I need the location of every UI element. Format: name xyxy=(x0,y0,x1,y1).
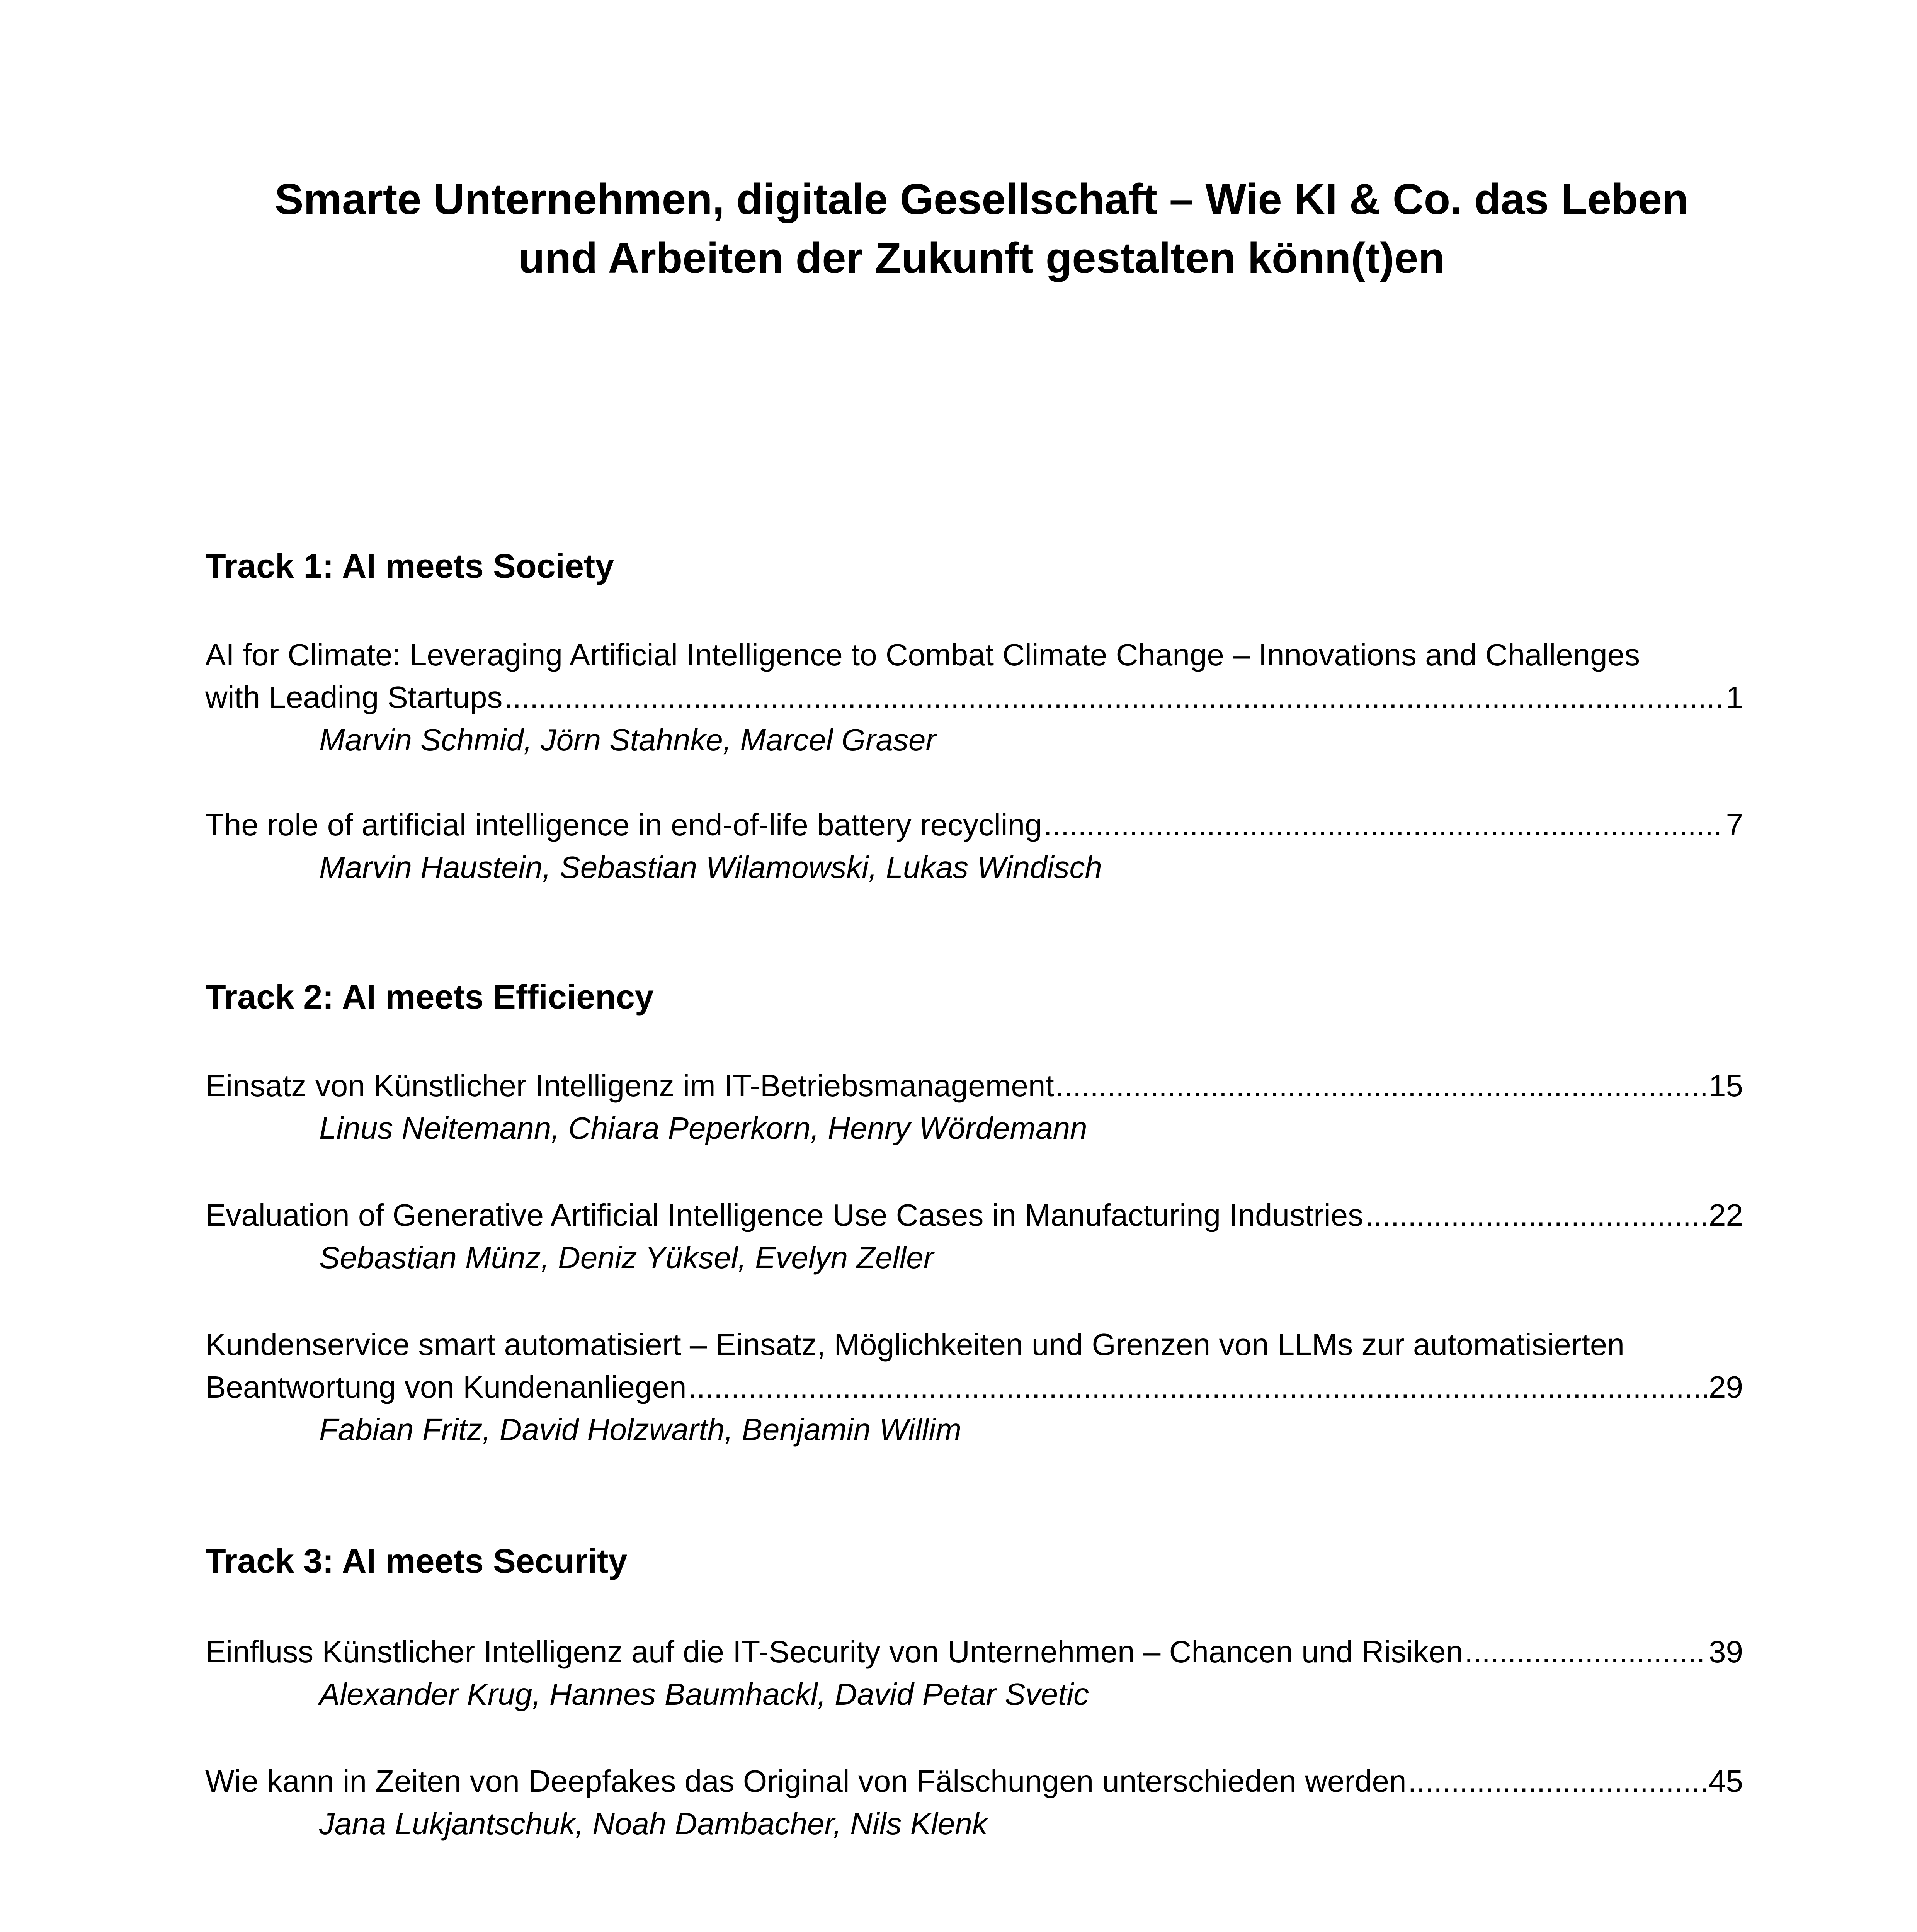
dot-leader xyxy=(1056,1065,1707,1107)
page-number: 39 xyxy=(1709,1634,1743,1669)
page-number: 15 xyxy=(1709,1068,1743,1103)
page-number: 45 xyxy=(1709,1764,1743,1798)
track-heading-text: Track 1: AI meets Society xyxy=(205,547,614,585)
page-number: 29 xyxy=(1709,1370,1743,1404)
dot-leader xyxy=(688,1366,1707,1408)
entry-title-line xyxy=(205,676,1743,719)
entry-authors: Fabian Fritz, David Holzwarth, Benjamin Willim xyxy=(319,1412,961,1447)
toc-entry[interactable] xyxy=(205,634,1743,761)
page-number: 7 xyxy=(1726,808,1743,842)
entry-authors: Jana Lukjantschuk, Noah Dambacher, Nils Klenk xyxy=(319,1806,988,1841)
track-heading-2 xyxy=(205,976,1751,1018)
dot-leader xyxy=(1365,1194,1707,1236)
entry-title-text: with Leading Startups xyxy=(205,680,503,714)
toc-entry[interactable] xyxy=(205,1760,1743,1845)
entry-title-first-line: Kundenservice smart automatisiert – Einsatz, Möglichkeiten und Grenzen von LLMs zur automatisierten xyxy=(205,1327,1624,1362)
page-number: 22 xyxy=(1709,1198,1743,1232)
dot-leader xyxy=(1408,1760,1707,1803)
toc-entry[interactable] xyxy=(205,1323,1743,1451)
entry-authors: Marvin Schmid, Jörn Stahnke, Marcel Graser xyxy=(319,723,936,757)
entry-title-line xyxy=(205,804,1743,846)
entry-authors: Linus Neitemann, Chiara Peperkorn, Henry Wördemann xyxy=(319,1111,1087,1145)
entry-title-line xyxy=(205,1065,1743,1107)
entry-title-line xyxy=(205,1366,1743,1408)
dot-leader xyxy=(1043,804,1724,846)
entry-authors: Sebastian Münz, Deniz Yüksel, Evelyn Zeller xyxy=(319,1240,934,1275)
dot-leader xyxy=(1465,1631,1707,1673)
entry-authors: Alexander Krug, Hannes Baumhackl, David Petar Svetic xyxy=(319,1677,1089,1711)
page-title xyxy=(209,170,1754,287)
page-title-line-2: und Arbeiten der Zukunft gestalten könn(t)en xyxy=(518,234,1445,282)
page-title-line-1: Smarte Unternehmen, digitale Gesellschaft – Wie KI & Co. das Leben xyxy=(274,175,1689,223)
entry-title-text: The role of artificial intelligence in end-of-life battery recycling xyxy=(205,808,1042,842)
entry-title-first-line: AI for Climate: Leveraging Artificial Intelligence to Combat Climate Change – Innovations and Challenges xyxy=(205,638,1640,672)
entry-title-text: Beantwortung von Kundenanliegen xyxy=(205,1370,687,1404)
toc-entry[interactable] xyxy=(205,1194,1743,1279)
entry-title-text: Wie kann in Zeiten von Deepfakes das Original von Fälschungen unterschieden werden xyxy=(205,1764,1407,1798)
dot-leader xyxy=(504,676,1724,719)
entry-title-text: Einfluss Künstlicher Intelligenz auf die IT-Security von Unternehmen – Chancen und Risiken xyxy=(205,1634,1463,1669)
track-heading-3 xyxy=(205,1540,1751,1582)
entry-title-line xyxy=(205,1631,1743,1673)
track-heading-text: Track 3: AI meets Security xyxy=(205,1542,628,1580)
toc-entry[interactable] xyxy=(205,1065,1743,1150)
toc-entry[interactable] xyxy=(205,804,1743,889)
track-heading-text: Track 2: AI meets Efficiency xyxy=(205,978,654,1016)
track-heading-1 xyxy=(205,545,1751,587)
entry-title-line xyxy=(205,1194,1743,1236)
page-number: 1 xyxy=(1726,680,1743,714)
toc-entry[interactable] xyxy=(205,1631,1743,1716)
entry-title-text: Evaluation of Generative Artificial Intelligence Use Cases in Manufacturing Industries xyxy=(205,1198,1364,1232)
entry-title-line xyxy=(205,1760,1743,1803)
entry-authors: Marvin Haustein, Sebastian Wilamowski, Lukas Windisch xyxy=(319,850,1102,884)
entry-title-text: Einsatz von Künstlicher Intelligenz im IT-Betriebsmanagement xyxy=(205,1068,1054,1103)
